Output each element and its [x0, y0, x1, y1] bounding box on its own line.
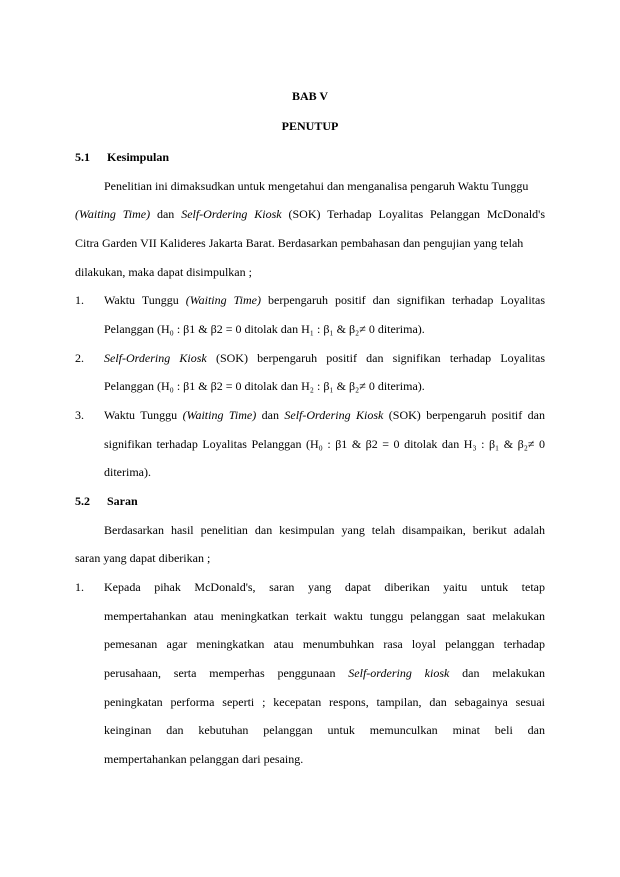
- saran-intro-line-2: saran yang dapat diberikan ;: [75, 551, 211, 565]
- section-2-number: 5.2: [75, 494, 90, 508]
- intro-line-2: (Waiting Time) dan Self-Ordering Kiosk (SOK) Terhadap Loyalitas Pelanggan McDonald's: [75, 207, 546, 221]
- item-text-line-2: Pelanggan (H₀ : β1 & β2 = 0 ditolak dan H₂ : β₁ & β₂≠ 0 diterima).: [104, 379, 425, 393]
- item-text-line-1: Self-Ordering Kiosk (SOK) berpengaruh positif dan signifikan terhadap Loyalitas: [104, 351, 546, 365]
- section-1-title: Kesimpulan: [107, 150, 170, 164]
- saran-line-5: peningkatan performa seperti ; kecepatan respons, tampilan, dan sebagainya sesuai: [104, 695, 545, 709]
- chapter-heading: BAB V: [291, 89, 329, 103]
- section-2-heading: [75, 494, 620, 508]
- saran-line-6: keinginan dan kebutuhan pelanggan untuk memunculkan minat beli dan: [104, 723, 545, 737]
- saran-line-4: perusahaan, serta memperhas penggunaan Self-ordering kiosk dan melakukan: [104, 666, 545, 680]
- saran-line-2: mempertahankan atau meningkatkan terkait waktu tunggu pelanggan saat melakukan: [104, 609, 545, 623]
- item-text-line-3: diterima).: [104, 465, 151, 479]
- saran-line-7: mempertahankan pelanggan dari pesaing.: [104, 752, 304, 766]
- item-text-line-1: Waktu Tunggu (Waiting Time) dan Self-Ordering Kiosk (SOK) berpengaruh positif dan: [104, 408, 546, 422]
- intro-line-1: Penelitian ini dimaksudkan untuk mengetahui dan menganalisa pengaruh Waktu Tunggu: [104, 179, 529, 193]
- intro-line-4: dilakukan, maka dapat disimpulkan ;: [75, 265, 252, 279]
- item-number: 3.: [75, 408, 84, 422]
- item-text-line-1: Waktu Tunggu (Waiting Time) berpengaruh positif dan signifikan terhadap Loyalitas: [104, 293, 546, 307]
- item-number: 1.: [75, 293, 84, 307]
- intro-line-3: Citra Garden VII Kalideres Jakarta Barat. Berdasarkan pembahasan dan pengujian yang telah: [75, 236, 524, 250]
- item-number: 1.: [75, 580, 84, 594]
- saran-line-3: pemesanan agar meningkatkan atau menumbuhkan rasa loyal pelanggan terhadap: [104, 637, 545, 651]
- saran-intro-line-1: Berdasarkan hasil penelitian dan kesimpulan yang telah disampaikan, berikut adalah: [104, 523, 545, 537]
- section-1-number: 5.1: [75, 150, 90, 164]
- section-1-heading: [75, 150, 620, 164]
- item-number: 2.: [75, 351, 84, 365]
- section-2-title: Saran: [107, 494, 138, 508]
- item-text-line-2: signifikan terhadap Loyalitas Pelanggan (H₀ : β1 & β2 = 0 ditolak dan H₃ : β₁ & β₂≠ 0: [104, 437, 545, 451]
- item-text-line-2: Pelanggan (H₀ : β1 & β2 = 0 ditolak dan H₁ : β₁ & β₂≠ 0 diterima).: [104, 322, 425, 336]
- chapter-title: PENUTUP: [281, 119, 339, 133]
- saran-line-1: Kepada pihak McDonald's, saran yang dapat diberikan yaitu untuk tetap: [104, 580, 545, 594]
